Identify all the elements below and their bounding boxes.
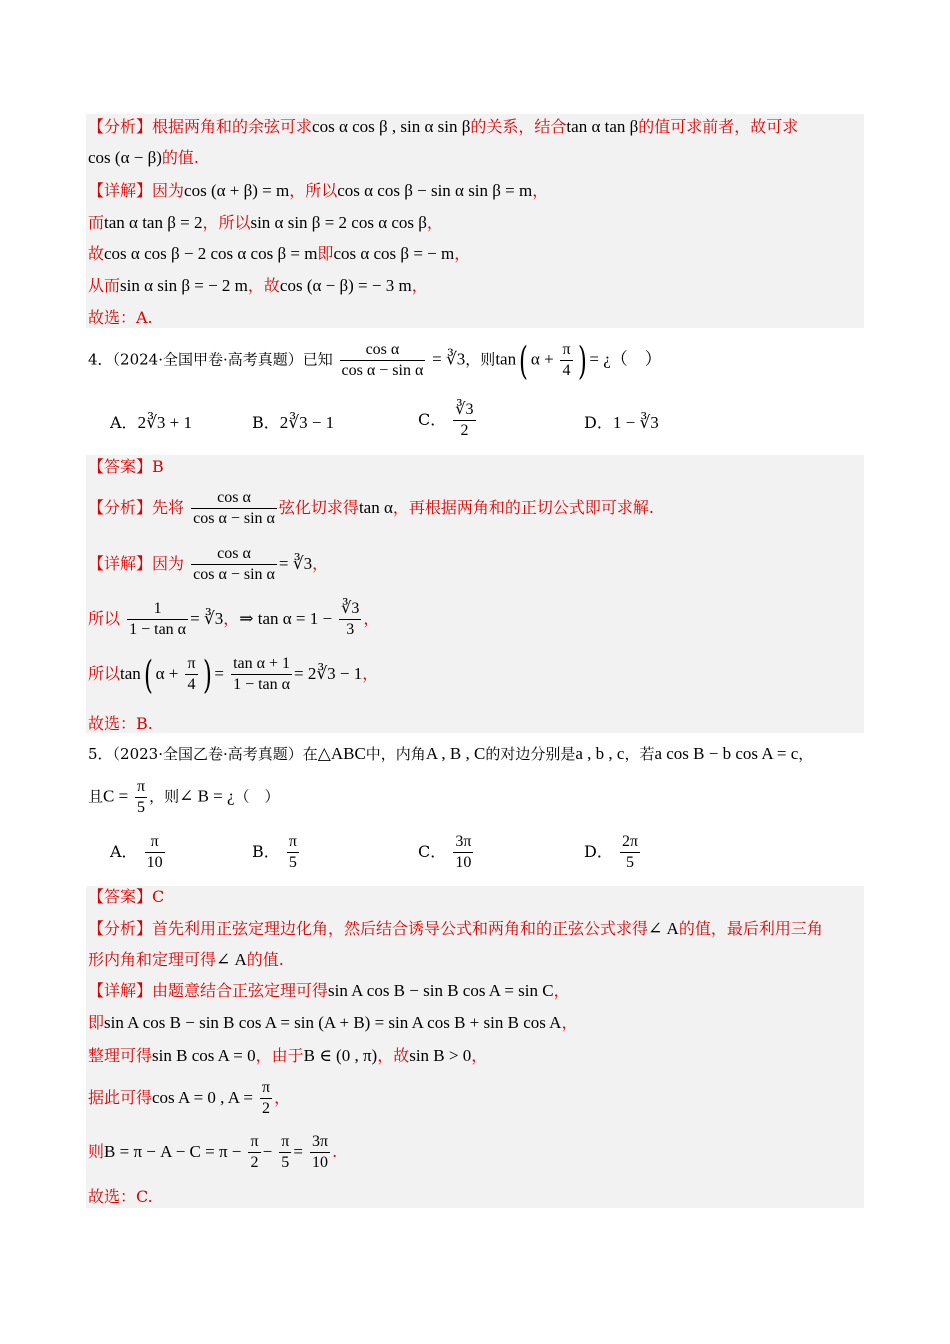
- fraction: $\frac{\pi}{4}$: [187, 655, 196, 693]
- fraction: $\frac{\pi}{2}$: [250, 1133, 259, 1171]
- option-d[interactable]: D． $\frac{2\pi}{5}$: [584, 833, 639, 871]
- analysis-line-2: 形内角和定理可得∠ A的值.: [88, 950, 284, 969]
- answer-tag: 【答案】: [88, 457, 153, 476]
- detail-line-3: 整理可得sin B cos A = 0，由于B ∈ (0 , π)，故sin B > 0，: [88, 1046, 488, 1065]
- detail-line-2: 而tan α tan β = 2，所以sin α sin β = 2 cos α cos β，: [88, 213, 443, 232]
- detail-line-2: 所以 $\frac{1}{\text{1 − tan α}}$ = ∛3，⇒ tan α = 1 − $\frac{∛3}{3}$ ，: [88, 600, 380, 638]
- fraction: $\frac{\pi}{5}$: [281, 1133, 290, 1171]
- fraction: $\frac{1}{\text{1 − tan α}}$: [129, 600, 187, 638]
- detail-tag: 【详解】: [88, 981, 153, 1000]
- detail-line-4: 据此可得cos A = 0 , A = $\frac{\pi}{2}$ ，: [88, 1079, 291, 1117]
- option-c[interactable]: C． $\frac{3\pi}{10}$: [418, 833, 472, 871]
- analysis-line-1: 【分析】首先利用正弦定理边化角，然后结合诱导公式和两角和的正弦公式求得∠ A的值，最后利用三角: [88, 919, 823, 938]
- choose-line: 故选：B.: [88, 714, 153, 733]
- detail-line-1: 【详解】因为 $\frac{\text{cos α}}{\text{cos α − sin α}}$ = ∛3，: [88, 545, 329, 583]
- analysis-tag: 【分析】: [88, 117, 153, 136]
- analysis-tag: 【分析】: [88, 919, 153, 938]
- fraction: $\frac{3\pi}{10}$: [455, 833, 472, 871]
- fraction: $\frac{\text{cos α}}{\text{cos α − sin α}}$: [193, 545, 275, 583]
- detail-line-3: 故cos α cos β − 2 cos α cos β = m即cos α cos β = − m，: [88, 244, 471, 263]
- detail-line-3: 所以tan( α + $\frac{\pi}{4}$ ) = $\frac{\text{tan α + 1}}{\text{1 − tan α}}$ = 2∛3 − 1，: [88, 652, 379, 697]
- answer-tag: 【答案】: [88, 887, 153, 906]
- detail-tag: 【详解】: [88, 554, 153, 573]
- analysis-line: 【分析】先将 $\frac{\text{cos α}}{\text{cos α − sin α}}$ 弦化切求得tan α，再根据两角和的正切公式即可求解.: [88, 489, 654, 527]
- detail-line-4: 从而sin α sin β = − 2 m，故cos (α − β) = − 3 m，: [88, 276, 428, 295]
- option-b[interactable]: B． $\frac{\pi}{5}$: [252, 833, 297, 871]
- fraction: $\frac{∛3}{3}$: [341, 600, 360, 638]
- detail-line-2: 即sin A cos B − sin B cos A = sin (A + B) = sin A cos B + sin B cos A，: [88, 1013, 578, 1032]
- fraction: $\frac{2\pi}{5}$: [621, 833, 639, 871]
- analysis-line-2: cos (α − β)的值.: [88, 148, 199, 167]
- detail-line-5: 则B = π − A − C = π − $\frac{\pi}{2}$ − $\frac{\pi}{5}$ = $\frac{3\pi}{10}$ .: [88, 1133, 338, 1171]
- answer-line: 【答案】C: [88, 887, 165, 906]
- detail-line-1: 【详解】由题意结合正弦定理可得sin A cos B − sin B cos A = sin C，: [88, 981, 570, 1000]
- analysis-tag: 【分析】: [88, 498, 153, 517]
- fraction: $\frac{\text{cos α}}{\text{cos α − sin α}}$: [193, 489, 275, 527]
- choose-line: 故选：C.: [88, 1187, 153, 1206]
- option-a[interactable]: A．2∛3 + 1: [110, 413, 192, 432]
- option-b[interactable]: B．2∛3 − 1: [252, 413, 335, 432]
- analysis-line-1: 【分析】根据两角和的余弦可求cos α cos β , sin α sin β的关系，结合tan α tan β的值可求前者，故可求: [88, 117, 799, 136]
- question-5-line-2: 且C = $\frac{\pi}{5}$ ，则∠ B = ¿（ ）: [88, 778, 280, 816]
- option-d[interactable]: D．1 − ∛3: [584, 413, 659, 432]
- choose-line: 故选：A.: [88, 308, 153, 327]
- question-4: 4．（2024·全国甲卷·高考真题）已知 $\frac{\text{cos α}}{\text{cos α − sin α}}$ = ∛3，则tan( α + $\frac{\pi}{4}$ ) = ¿（ ）: [88, 338, 662, 383]
- fraction: $\frac{\pi}{10}$: [146, 833, 163, 871]
- fraction: $\frac{\pi}{5}$: [136, 778, 146, 816]
- fraction: $\frac{∛3}{2}$: [455, 401, 474, 439]
- fraction: $\frac{\text{cos α}}{\text{cos α − sin α}}$: [341, 341, 424, 379]
- fraction: $\frac{\pi}{2}$: [262, 1079, 271, 1117]
- fraction: $\frac{3\pi}{10}$: [312, 1133, 329, 1171]
- option-a[interactable]: A． $\frac{\pi}{10}$: [110, 833, 163, 871]
- fraction: $\frac{\pi}{5}$: [288, 833, 297, 871]
- question-5-line-1: 5．（2023·全国乙卷·高考真题）在△ABC中，内角A , B , C的对边分别是a , b , c，若a cos B − b cos A = c，: [88, 744, 814, 763]
- option-c[interactable]: C． $\frac{∛3}{2}$: [418, 401, 474, 439]
- fraction: $\frac{\pi}{4}$: [562, 341, 571, 379]
- fraction: $\frac{\text{tan α + 1}}{\text{1 − tan α}}$: [233, 655, 291, 693]
- answer-line: 【答案】B: [88, 457, 164, 476]
- detail-line-1: 【详解】因为cos (α + β) = m，所以cos α cos β − sin α sin β = m，: [88, 181, 549, 200]
- detail-tag: 【详解】: [88, 181, 153, 200]
